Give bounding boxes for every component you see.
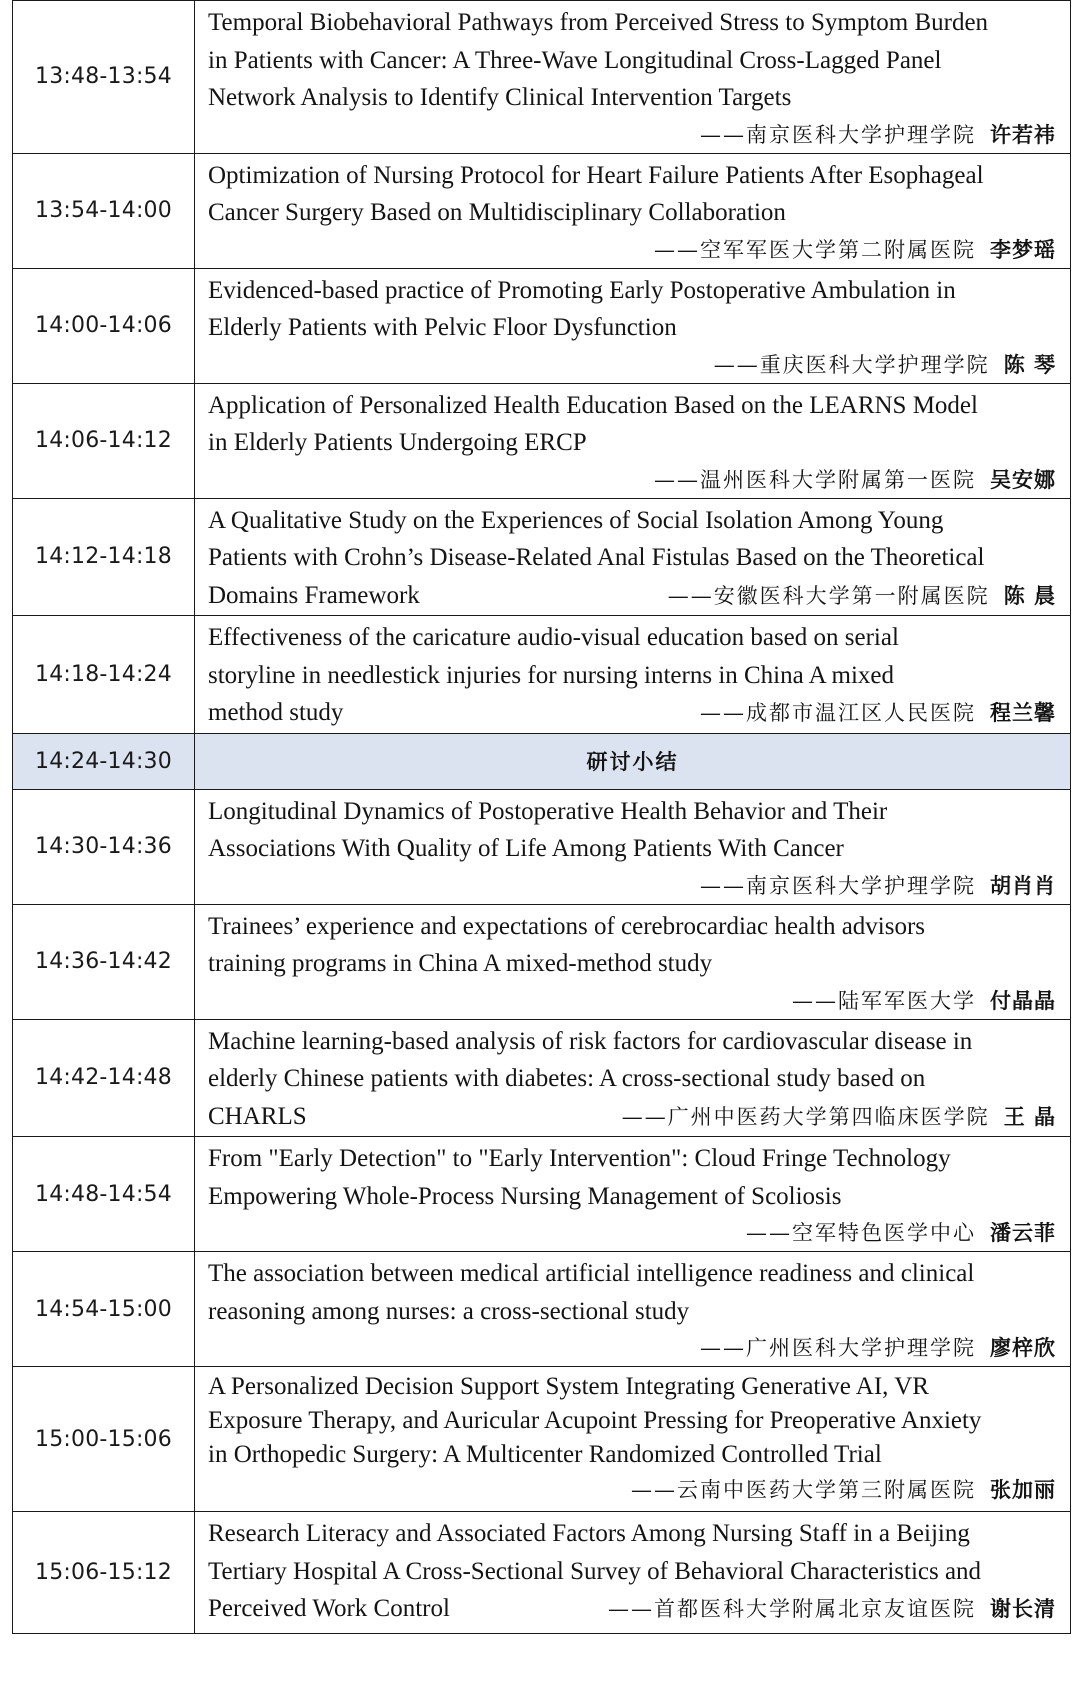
institution: ——广州医科大学护理学院: [700, 1336, 976, 1360]
talk-title: Research Literacy and Associated Factors Among Nursing Staff in a Beijing Tertiary Hospital A Cross-Sectional Survey of Behavioral Characteristics and: [208, 1520, 982, 1585]
talk-title: Application of Personalized Health Education Based on the LEARNS Model in Elderly Patients Undergoing ERCP: [208, 391, 978, 456]
time-slot: 15:06-15:12: [13, 1512, 195, 1634]
speaker-line: [208, 347, 1056, 383]
speaker-name: 谢长清: [990, 1596, 1056, 1621]
speaker-name: 陈 晨: [1003, 582, 1056, 608]
speaker-line: [208, 868, 1056, 904]
time-slot: 14:30-14:36: [13, 789, 195, 904]
talk-title: Trainees’ experience and expectations of cerebrocardiac health advisors training programs in China A mixed-method study: [208, 912, 926, 977]
talk-title: Temporal Biobehavioral Pathways from Perceived Stress to Symptom Burden in Patients with Cancer: A Three-Wave Longitudinal Cross-Lagged Panel Network Analysis to Identify Clinical Intervention Targets: [208, 9, 989, 111]
time-slot: 14:24-14:30: [13, 733, 195, 789]
talk-cell: [195, 904, 1071, 1019]
speaker-name: 潘云菲: [990, 1220, 1056, 1245]
time-slot: 14:42-14:48: [13, 1019, 195, 1137]
speaker-name: 李梦瑶: [990, 236, 1056, 262]
time-slot: 13:54-14:00: [13, 153, 195, 268]
table-row: [13, 1019, 1071, 1137]
institution: ——安徽医科大学第一附属医院: [667, 583, 990, 608]
time-slot: 13:48-13:54: [13, 1, 195, 154]
talk-cell: [195, 1019, 1071, 1137]
table-row: [13, 789, 1071, 904]
talk-cell: [195, 383, 1071, 498]
speaker-line: [208, 577, 1056, 616]
table-row: [13, 1252, 1071, 1367]
table-row: [13, 383, 1071, 498]
schedule-table: [12, 0, 1071, 1634]
talk-title-tail: Domains Framework: [208, 581, 420, 609]
table-row: [13, 153, 1071, 268]
time-slot: 14:12-14:18: [13, 498, 195, 616]
speaker-line: [208, 983, 1056, 1019]
table-row: [13, 616, 1071, 734]
talk-title: Effectiveness of the caricature audio-visual education based on serial storyline in needlestick injuries for nursing interns in China A mixed: [208, 624, 899, 689]
talk-cell: [195, 1367, 1071, 1512]
time-slot: 14:54-15:00: [13, 1252, 195, 1367]
speaker-line: [208, 1472, 1056, 1508]
institution: ——首都医科大学附属北京友谊医院: [608, 1597, 976, 1621]
speaker-name: 胡肖肖: [990, 872, 1056, 898]
table-row: [13, 1137, 1071, 1252]
time-slot: 14:06-14:12: [13, 383, 195, 498]
talk-cell: [195, 1, 1071, 154]
table-row: [13, 904, 1071, 1019]
institution: ——陆军军医大学: [792, 988, 976, 1013]
talk-title-tail: Perceived Work Control: [208, 1595, 450, 1622]
talk-cell: [195, 616, 1071, 734]
speaker-name: 程兰馨: [990, 700, 1056, 725]
institution: ——空军军医大学第二附属医院: [654, 237, 976, 262]
talk-title: Machine learning-based analysis of risk factors for cardiovascular disease in elderly Chinese patients with diabetes: A cross-sectional study based on: [208, 1027, 973, 1092]
institution: ——成都市温江区人民医院: [700, 701, 976, 725]
talk-title: Optimization of Nursing Protocol for Heart Failure Patients After Esophageal Cancer Surgery Based on Multidisciplinary Collaboration: [208, 161, 984, 226]
talk-title: The association between medical artificial intelligence readiness and clinical reasoning among nurses: a cross-sectional study: [208, 1260, 975, 1325]
speaker-name: 廖梓欣: [990, 1335, 1056, 1360]
talk-title: A Personalized Decision Support System Integrating Generative AI, VR Exposure Therapy, and Auricular Acupoint Pressing for Preoperative Anxiety in Orthopedic Surgery: A Multicenter Randomized Controlled Trial: [208, 1373, 982, 1468]
time-slot: 15:00-15:06: [13, 1367, 195, 1512]
speaker-line: [208, 1590, 1056, 1629]
speaker-name: 付晶晶: [990, 987, 1056, 1013]
table-row: [13, 1512, 1071, 1634]
talk-title: Longitudinal Dynamics of Postoperative Health Behavior and Their Associations With Quality of Life Among Patients With Cancer: [208, 797, 888, 862]
time-slot: 14:48-14:54: [13, 1137, 195, 1252]
speaker-line: [208, 1098, 1056, 1137]
speaker-line: [208, 694, 1056, 733]
speaker-name: 张加丽: [990, 1477, 1056, 1502]
time-slot: 14:00-14:06: [13, 268, 195, 383]
talk-title: From "Early Detection" to "Early Intervention": Cloud Fringe Technology Empowering Whole-Process Nursing Management of Scoliosis: [208, 1145, 951, 1210]
speaker-line: [208, 117, 1056, 153]
talk-title: Evidenced-based practice of Promoting Early Postoperative Ambulation in Elderly Patients with Pelvic Floor Dysfunction: [208, 276, 956, 341]
table-row: [13, 1367, 1071, 1512]
time-slot: 14:18-14:24: [13, 616, 195, 734]
talk-cell: [195, 789, 1071, 904]
talk-cell: [195, 1512, 1071, 1634]
talk-title: A Qualitative Study on the Experiences of Social Isolation Among Young Patients with Crohn’s Disease-Related Anal Fistulas Based on the Theoretical: [208, 506, 985, 571]
speaker-line: [208, 232, 1056, 268]
institution: ——云南中医药大学第三附属医院: [631, 1478, 976, 1502]
speaker-name: 陈 琴: [1003, 351, 1056, 377]
table-row: [13, 268, 1071, 383]
institution: ——重庆医科大学护理学院: [713, 352, 990, 377]
talk-title-tail: method study: [208, 699, 344, 726]
schedule-body: [13, 1, 1071, 1634]
table-row: [13, 498, 1071, 616]
table-row: [13, 1, 1071, 154]
speaker-line: [208, 1330, 1056, 1366]
talk-cell: [195, 1137, 1071, 1252]
talk-title-tail: CHARLS: [208, 1102, 307, 1130]
time-slot: 14:36-14:42: [13, 904, 195, 1019]
talk-cell: [195, 268, 1071, 383]
summary-row: [13, 733, 1071, 789]
talk-cell: [195, 1252, 1071, 1367]
talk-cell: [195, 498, 1071, 616]
speaker-line: [208, 1215, 1056, 1251]
institution: ——空军特色医学中心: [746, 1221, 976, 1245]
institution: ——广州中医药大学第四临床医学院: [621, 1104, 990, 1129]
summary-label: 研讨小结: [195, 733, 1071, 789]
speaker-name: 王 晶: [1003, 1103, 1056, 1129]
talk-cell: [195, 153, 1071, 268]
speaker-name: 吴安娜: [990, 466, 1056, 492]
speaker-line: [208, 462, 1056, 498]
institution: ——南京医科大学护理学院: [700, 873, 976, 898]
institution: ——温州医科大学附属第一医院: [654, 467, 976, 492]
institution: ——南京医科大学护理学院: [700, 122, 976, 147]
speaker-name: 许若祎: [990, 121, 1056, 147]
